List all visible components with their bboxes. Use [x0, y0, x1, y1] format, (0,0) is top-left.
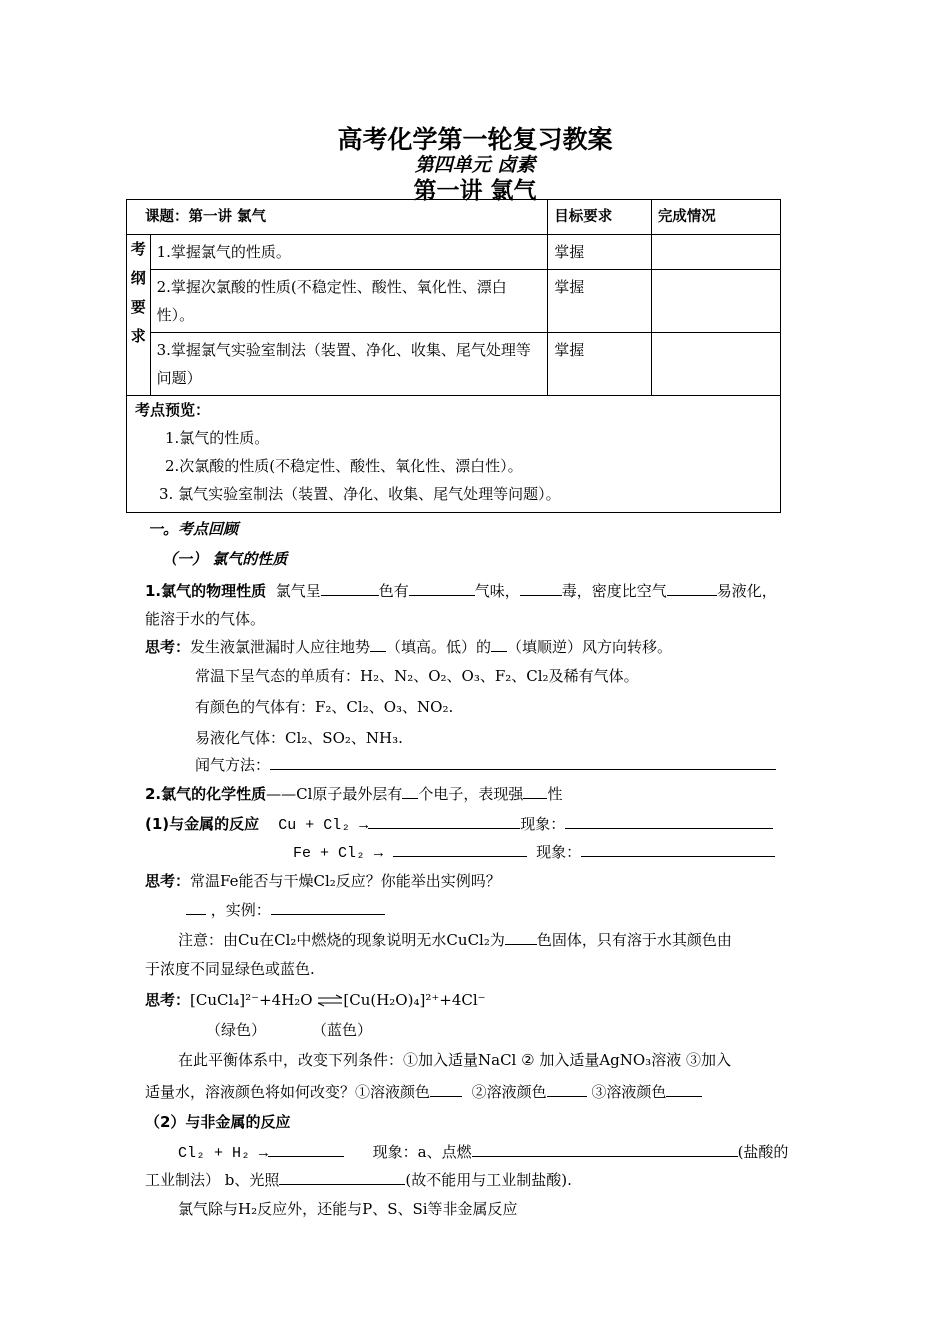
topic-header: 课题：第一讲 氯气 [127, 200, 548, 235]
smell-method-line: 闻气方法： [195, 754, 776, 775]
nonmetal-reaction-heading: （2）与非金属的反应 [145, 1113, 291, 1131]
preview-title: 考点预览： [135, 401, 211, 419]
syllabus-row-done [651, 270, 780, 333]
color-label-green: （绿色） [206, 1021, 267, 1039]
done-header: 完成情况 [651, 200, 780, 235]
gas-line: 有颜色的气体有：F₂、Cl₂、O₃、NO₂. [195, 698, 454, 716]
syllabus-side-label: 考 纲 要 求 [127, 235, 151, 396]
syllabus-row-target: 掌握 [548, 270, 652, 333]
syllabus-row-target: 掌握 [548, 235, 652, 270]
subsection-heading: （一） 氯气的性质 [162, 550, 288, 568]
lecture-title: 第一讲 氯气 [413, 178, 537, 204]
think-line-1: 思考：发生液氯泄漏时人应往地势 （填高。低）的 （填顺逆）风方向转移。 [145, 638, 673, 656]
nonmetal-reaction-line-1: Cl₂ + H₂ → 现象：a、点燃 (盐酸的 [178, 1143, 789, 1162]
equilibrium-arrow-icon [317, 994, 343, 1008]
note-line-2: 于浓度不同显绿色或蓝色. [145, 960, 315, 978]
doc-title: 高考化学第一轮复习教案 [337, 125, 613, 154]
preview-cell [127, 396, 781, 513]
section-heading: 一。考点回顾 [148, 520, 239, 538]
metal-reaction-line-2: Fe + Cl₂ → 现象： [293, 841, 775, 862]
syllabus-table [126, 199, 781, 513]
preview-item: 1.氯气的性质。 [165, 429, 270, 447]
unit-title: 第四单元 卤素 [414, 154, 536, 176]
equilibrium-question-1: 在此平衡体系中，改变下列条件：①加入适量NaCl ② 加入适量AgNO₃溶液 ③加入 [178, 1051, 731, 1069]
color-label-blue: （蓝色） [312, 1021, 373, 1039]
gas-line: 易液化气体：Cl₂、SO₂、NH₃. [195, 729, 403, 747]
physical-properties-line2: 能溶于水的气体。 [145, 610, 266, 628]
syllabus-row: 2.掌握次氯酸的性质(不稳定性、酸性、氧化性、漂白性）。 [150, 270, 548, 333]
nonmetal-reaction-line-3: 氯气除与H₂反应外，还能与P、S、Si等非金属反应 [178, 1200, 518, 1218]
physical-properties-line: 1.氯气的物理性质 氯气呈 色有 气味， 毒，密度比空气 易液化， [145, 582, 777, 600]
note-line: 注意：由Cu在Cl₂中燃烧的现象说明无水CuCl₂为 色固体，只有溶于水其颜色由 [178, 931, 732, 949]
chemical-properties-line: 2.氯气的化学性质——Cl原子最外层有 个电子，表现强 性 [145, 785, 563, 803]
gas-line: 常温下呈气态的单质有：H₂、N₂、O₂、O₃、F₂、Cl₂及稀有气体。 [195, 667, 639, 685]
nonmetal-reaction-line-2: 工业制法） b、光照 (故不能用与工业制盐酸). [145, 1171, 572, 1189]
think-line-2: 思考：常温Fe能否与干燥Cl₂反应？你能举出实例吗？ [145, 872, 501, 890]
metal-reaction-line-1: (1)与金属的反应 Cu + Cl₂ → 现象： [145, 813, 773, 834]
target-header: 目标要求 [548, 200, 652, 235]
syllabus-row-target: 掌握 [548, 333, 652, 396]
preview-item: 2.次氯酸的性质(不稳定性、酸性、氧化性、漂白性）。 [165, 457, 523, 475]
preview-item: 3. 氯气实验室制法（装置、净化、收集、尾气处理等问题）。 [159, 485, 561, 503]
example-line: ，实例： [186, 899, 385, 920]
syllabus-row: 3.掌握氯气实验室制法（装置、净化、收集、尾气处理等问题） [150, 333, 548, 396]
equilibrium-line: 思考：[CuCl₄]²⁻+4H₂O [Cu(H₂O)₄]²⁺+4Cl⁻ [145, 991, 486, 1009]
syllabus-row-done [651, 333, 780, 396]
syllabus-row: 1.掌握氯气的性质。 [150, 235, 548, 270]
equilibrium-question-2: 适量水，溶液颜色将如何改变？①溶液颜色 ②溶液颜色 ③溶液颜色 [145, 1081, 702, 1102]
syllabus-row-done [651, 235, 780, 270]
